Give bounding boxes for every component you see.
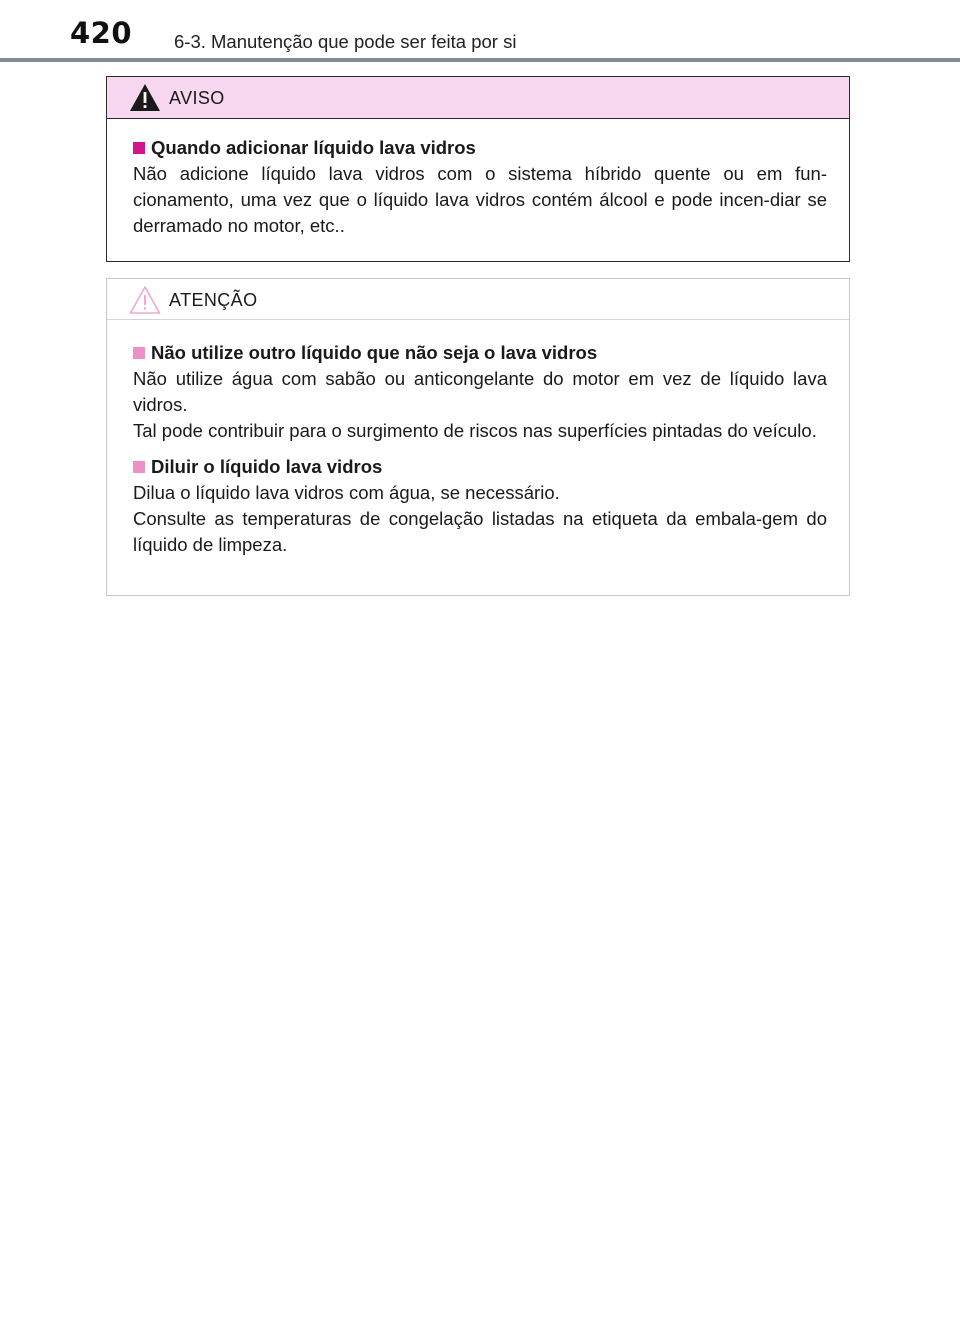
caution-item-title: Não utilize outro líquido que não seja o lava vidros bbox=[151, 342, 598, 363]
caution-item-text: Não utilize água com sabão ou anticongelante do motor em vez de líquido lava vidros. bbox=[133, 368, 827, 415]
warning-item-text: Não adicione líquido lava vidros com o sistema híbrido quente ou em fun-cionamento, uma vez que o líquido lava vidros contém álcool e pode incen-diar se derramado no motor, etc.. bbox=[133, 163, 827, 236]
caution-box bbox=[106, 278, 850, 596]
warning-triangle-outline-icon bbox=[129, 285, 161, 315]
caution-item-title: Diluir o líquido lava vidros bbox=[151, 456, 383, 477]
caution-item-text: Consulte as temperaturas de congelação listadas na etiqueta da embala-gem do líquido de limpeza. bbox=[133, 508, 827, 555]
page-number: 420 bbox=[70, 16, 133, 50]
caution-box-body bbox=[107, 320, 849, 558]
caution-item-text: Tal pode contribuir para o surgimento de riscos nas superfícies pintadas do veículo. bbox=[133, 420, 817, 441]
square-bullet-icon bbox=[133, 347, 145, 359]
warning-item-title: Quando adicionar líquido lava vidros bbox=[151, 137, 476, 158]
page-header bbox=[0, 0, 960, 60]
warning-box bbox=[106, 76, 850, 262]
warning-label: AVISO bbox=[169, 88, 225, 108]
caution-label: ATENÇÃO bbox=[169, 290, 258, 310]
section-title: 6-3. Manutenção que pode ser feita por si bbox=[174, 31, 517, 52]
caution-item bbox=[133, 340, 827, 444]
square-bullet-icon bbox=[133, 142, 145, 154]
caution-box-header bbox=[107, 279, 849, 320]
warning-box-header bbox=[107, 77, 849, 119]
warning-triangle-filled-icon bbox=[129, 83, 161, 113]
caution-item-text: Dilua o líquido lava vidros com água, se necessário. bbox=[133, 482, 560, 503]
caution-item bbox=[133, 454, 827, 558]
square-bullet-icon bbox=[133, 461, 145, 473]
warning-item bbox=[133, 135, 827, 239]
header-rule bbox=[0, 58, 960, 62]
warning-box-body bbox=[107, 119, 849, 239]
